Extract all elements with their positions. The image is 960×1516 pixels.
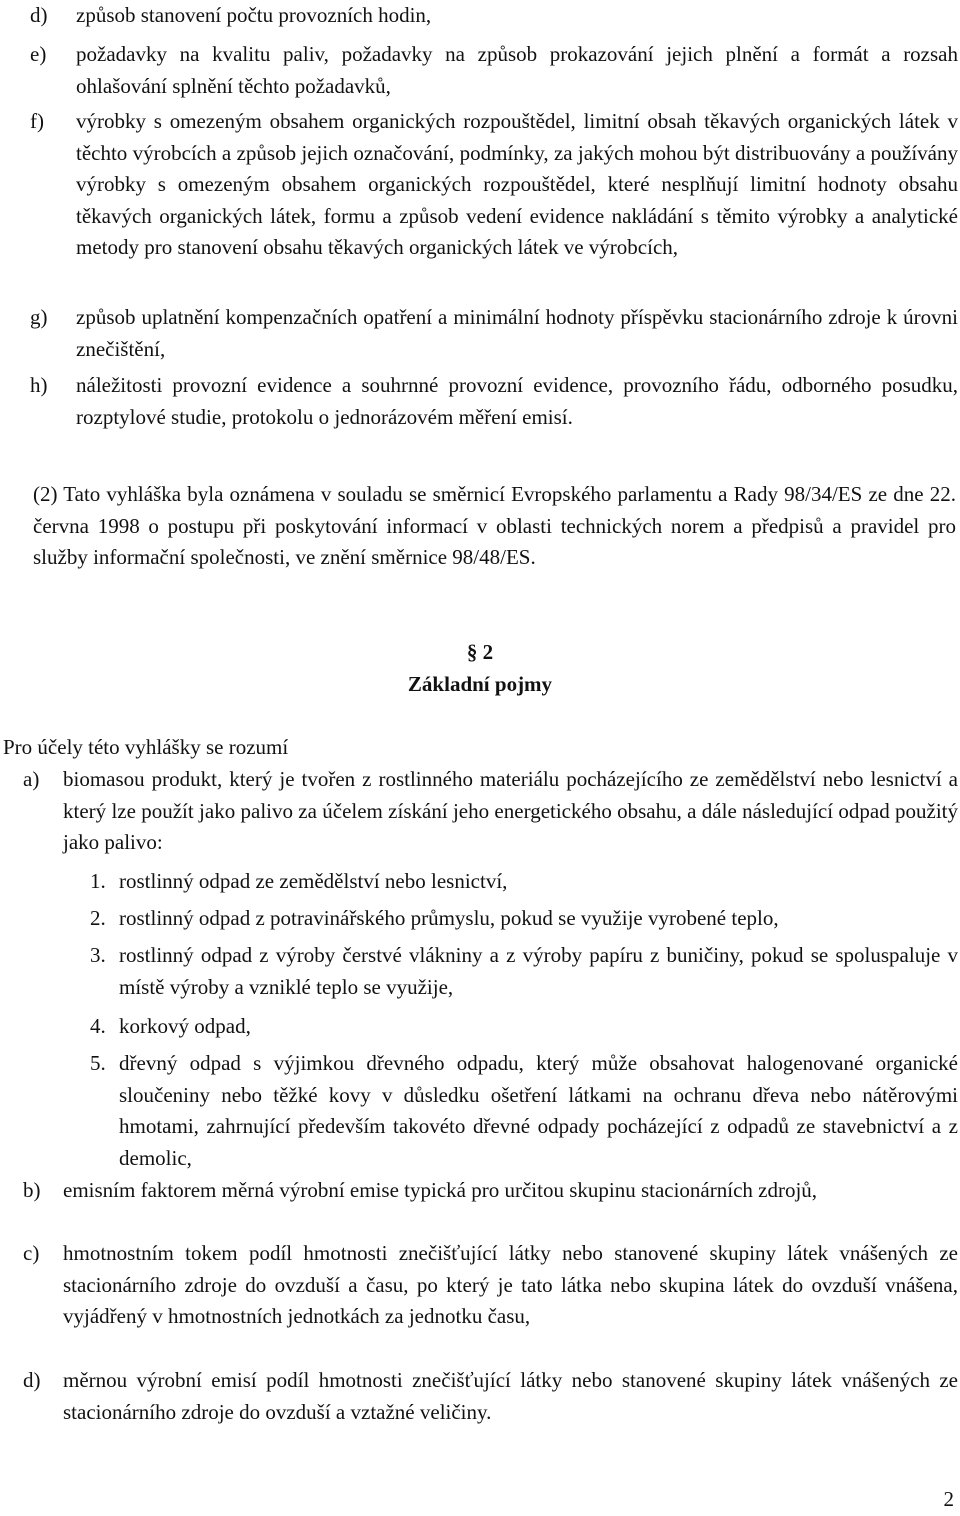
- subitem-label: 4.: [90, 1014, 106, 1038]
- list-item-f: [30, 106, 958, 264]
- page-number: 2: [943, 1487, 954, 1511]
- section-number: § 2: [466, 640, 494, 664]
- list-item-e: [30, 39, 958, 102]
- list-label: d): [30, 3, 48, 27]
- subitem-4: [90, 1011, 958, 1043]
- definition-c: [23, 1238, 958, 1333]
- subitem-label: 1.: [90, 869, 106, 893]
- subitem-2: [90, 903, 958, 935]
- definitions-intro: Pro účely této vyhlášky se rozumí: [3, 735, 289, 759]
- list-item-h: [30, 370, 958, 433]
- definition-d: [23, 1365, 958, 1428]
- subitem-1: [90, 866, 958, 898]
- subitem-text: rostlinný odpad z potravinářského průmyslu, pokud se využije vyrobené teplo,: [119, 906, 779, 930]
- list-label: f): [30, 109, 44, 133]
- subitem-text: korkový odpad,: [119, 1014, 251, 1038]
- list-item-g: [30, 302, 958, 365]
- list-label: g): [30, 305, 48, 329]
- definition-text: měrnou výrobní emisí podíl hmotnosti znečišťující látky nebo stanovené skupiny látek vnášených ze stacionárního zdroje do ovzduší a vztažné veličiny.: [63, 1368, 958, 1424]
- subitem-label: 3.: [90, 943, 106, 967]
- paragraph-2: (2) Tato vyhláška byla oznámena v souladu se směrnicí Evropského parlamentu a Rady 98/34/ES ze dne 22. června 1998 o postupu při poskytování informací v oblasti technických norem a předpisů a pravidel pro služby informační společnosti, ve znění směrnice 98/48/ES.: [33, 482, 956, 569]
- list-text: způsob uplatnění kompenzačních opatření a minimální hodnoty příspěvku stacionárního zdroje k úrovni znečištění,: [76, 305, 958, 361]
- subitem-label: 2.: [90, 906, 106, 930]
- list-text: způsob stanovení počtu provozních hodin,: [76, 3, 432, 27]
- section-title: Základní pojmy: [407, 672, 553, 696]
- list-text: náležitosti provozní evidence a souhrnné provozní evidence, provozního řádu, odborného posudku, rozptylové studie, protokolu o jednorázovém měření emisí.: [76, 373, 958, 429]
- definition-label: d): [23, 1368, 41, 1392]
- list-item-d: [30, 0, 958, 32]
- subitem-text: dřevný odpad s výjimkou dřevného odpadu, který může obsahovat halogenované organické sloučeniny nebo těžké kovy v důsledku ošetření látkami na ochranu dřeva nebo nátěrovými hmotami, zahrnující především takovéto dřevné odpady pocházející z odpadů ze stavebnictví a z demolic,: [119, 1051, 958, 1170]
- subitem-label: 5.: [90, 1051, 106, 1075]
- subitem-3: [90, 940, 958, 1003]
- subitem-text: rostlinný odpad ze zemědělství nebo lesnictví,: [119, 869, 508, 893]
- list-label: h): [30, 373, 48, 397]
- definition-text: hmotnostním tokem podíl hmotnosti znečišťující látky nebo stanovené skupiny látek vnášených ze stacionárního zdroje do ovzduší a času, po který je tato látka nebo skupina látek do ovzduší vnášena, vyjádřený v hmotnostních jednotkách za jednotku času,: [63, 1241, 958, 1328]
- definition-label: b): [23, 1178, 41, 1202]
- list-text: výrobky s omezeným obsahem organických rozpouštědel, limitní obsah těkavých organických látek v těchto výrobcích a způsob jejich označování, podmínky, za jakých mohou být distribuovány a používány výrobky s omezeným obsahem organických rozpouštědel, které nesplňují limitní hodnoty obsahu těkavých organických látek, formu a způsob vedení evidence nakládání s těmito výrobky a analytické metody pro stanovení obsahu těkavých organických látek ve výrobcích,: [76, 109, 958, 259]
- definition-text: biomasou produkt, který je tvořen z rostlinného materiálu pocházejícího ze zemědělství nebo lesnictví a který lze použít jako palivo za účelem získání jeho energetického obsahu, a dále následující odpad použitý jako palivo:: [63, 767, 958, 854]
- definition-b: [23, 1175, 958, 1207]
- list-text: požadavky na kvalitu paliv, požadavky na způsob prokazování jejich plnění a formát a rozsah ohlašování splnění těchto požadavků,: [76, 42, 958, 98]
- definition-label: c): [23, 1241, 40, 1265]
- definition-a: [23, 764, 958, 859]
- subitem-5: [90, 1048, 958, 1174]
- definition-text: emisním faktorem měrná výrobní emise typická pro určitou skupinu stacionárních zdrojů,: [63, 1178, 818, 1202]
- subitem-text: rostlinný odpad z výroby čerstvé vlákniny a z výroby papíru z buničiny, pokud se spoluspaluje v místě výroby a vzniklé teplo se využije,: [119, 943, 958, 999]
- list-label: e): [30, 42, 47, 66]
- definition-label: a): [23, 767, 40, 791]
